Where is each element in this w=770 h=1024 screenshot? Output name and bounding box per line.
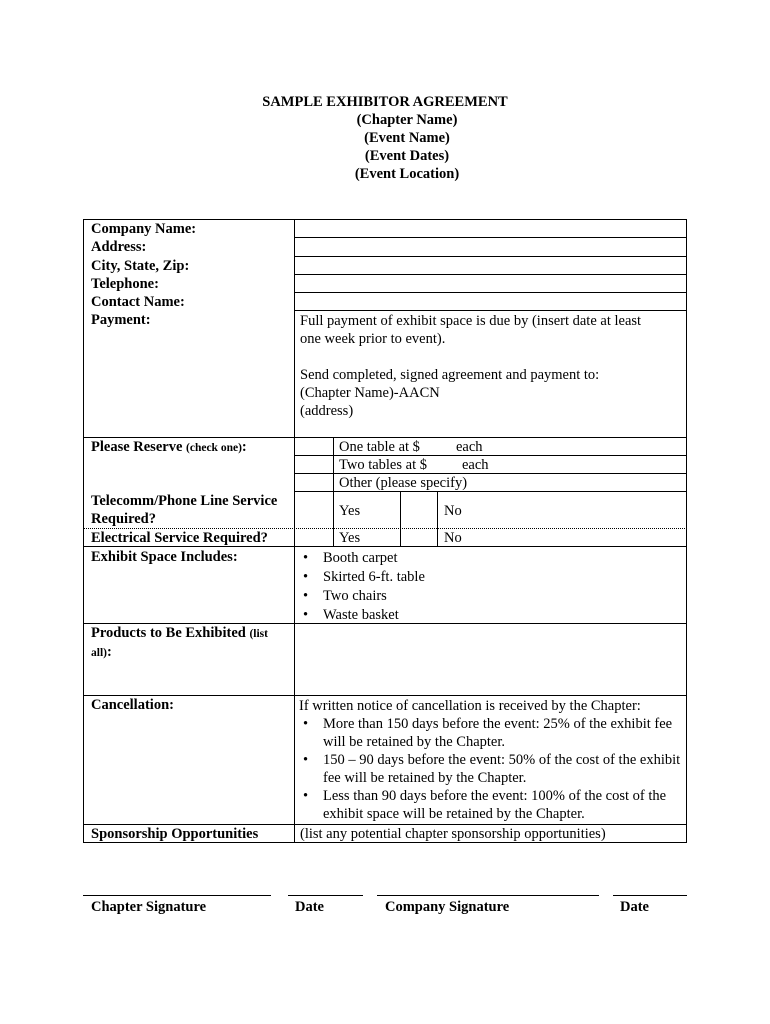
no-checkbox-divider bbox=[437, 491, 438, 546]
contact-name-field[interactable] bbox=[295, 293, 686, 310]
other-checkbox[interactable] bbox=[295, 474, 332, 490]
telecomm-yes-label: Yes bbox=[339, 503, 361, 519]
cancellation-list bbox=[299, 715, 683, 823]
date-line[interactable] bbox=[288, 895, 363, 896]
one-table-checkbox[interactable] bbox=[295, 438, 332, 454]
table-right-border bbox=[686, 219, 687, 842]
payment-text-line1: Full payment of exhibit space is due by (insert date at least bbox=[300, 313, 642, 329]
telecomm-label-line2: Required? bbox=[91, 511, 156, 527]
payment-label: Payment: bbox=[91, 312, 151, 328]
electrical-yes-checkbox[interactable] bbox=[295, 529, 332, 545]
list-item: • 150 – 90 days before the event: 50% of the cost of the exhibit fee will be retained by the Chapter. bbox=[299, 751, 683, 787]
date-label: Date bbox=[295, 899, 324, 915]
telecomm-yes-checkbox[interactable] bbox=[295, 492, 332, 527]
chapter-name-heading: (Chapter Name) bbox=[356, 112, 458, 128]
address-field[interactable] bbox=[295, 238, 686, 255]
sponsorship-value: (list any potential chapter sponsorship opportunities) bbox=[300, 826, 606, 842]
list-item: • More than 150 days before the event: 25% of the exhibit fee will be retained by the Chapter. bbox=[299, 715, 683, 751]
company-name-label: Company Name: bbox=[91, 221, 197, 237]
check-one-note: (check one) bbox=[186, 442, 242, 454]
other-option: Other (please specify) bbox=[339, 475, 468, 491]
chapter-signature-line[interactable] bbox=[83, 895, 271, 896]
city-state-zip-field[interactable] bbox=[295, 257, 686, 274]
list-all-note: (list bbox=[249, 628, 268, 640]
telephone-field[interactable] bbox=[295, 275, 686, 292]
row-divider bbox=[294, 310, 687, 311]
telecomm-no-checkbox[interactable] bbox=[401, 492, 436, 527]
two-tables-checkbox[interactable] bbox=[295, 456, 332, 472]
payment-text-line2: one week prior to event). bbox=[300, 331, 446, 347]
event-dates-heading: (Event Dates) bbox=[364, 148, 450, 164]
colon: : bbox=[241, 439, 247, 455]
cancellation-intro: If written notice of cancellation is received by the Chapter: bbox=[299, 698, 641, 714]
company-signature-label: Company Signature bbox=[385, 899, 510, 915]
chapter-signature-label: Chapter Signature bbox=[91, 899, 207, 915]
company-name-field[interactable] bbox=[295, 220, 686, 237]
list-item: • Skirted 6-ft. table bbox=[299, 568, 425, 587]
please-reserve-label bbox=[91, 438, 247, 457]
two-tables-each: each bbox=[462, 457, 489, 473]
electrical-no-label: No bbox=[444, 530, 462, 546]
event-location-heading: (Event Location) bbox=[354, 166, 460, 182]
products-field[interactable] bbox=[295, 624, 686, 694]
two-tables-option: Two tables at $ bbox=[339, 457, 427, 473]
list-item: • Less than 90 days before the event: 100% of the cost of the exhibit space will be retained by the Chapter. bbox=[299, 787, 683, 823]
one-table-each: each bbox=[456, 439, 483, 455]
address-label: Address: bbox=[91, 239, 147, 255]
please-reserve-text: Please Reserve bbox=[91, 439, 183, 455]
electrical-yes-label: Yes bbox=[339, 530, 361, 546]
date-line[interactable] bbox=[613, 895, 687, 896]
list-all-note-2: all) bbox=[91, 647, 107, 659]
products-label-line2 bbox=[91, 643, 112, 662]
table-left-border bbox=[83, 219, 84, 842]
electrical-no-checkbox[interactable] bbox=[401, 529, 436, 545]
checkbox-column-divider bbox=[333, 437, 334, 491]
exhibit-space-list bbox=[299, 549, 425, 625]
date-label: Date bbox=[620, 899, 649, 915]
list-item: • Two chairs bbox=[299, 587, 425, 606]
list-item: • Booth carpet bbox=[299, 549, 425, 568]
yes-checkbox-divider bbox=[333, 491, 334, 546]
colon: : bbox=[106, 644, 112, 660]
event-name-heading: (Event Name) bbox=[364, 130, 450, 146]
telecomm-label-line1: Telecomm/Phone Line Service bbox=[91, 493, 278, 509]
cancellation-label: Cancellation: bbox=[91, 697, 174, 713]
payment-text-line3: Send completed, signed agreement and payment to: bbox=[300, 367, 600, 383]
telecomm-no-label: No bbox=[444, 503, 462, 519]
sponsorship-label: Sponsorship Opportunities bbox=[91, 826, 259, 842]
document-title: SAMPLE EXHIBITOR AGREEMENT bbox=[262, 94, 508, 110]
one-table-option: One table at $ bbox=[339, 439, 420, 455]
payment-text-line4: (Chapter Name)-AACN bbox=[300, 385, 440, 401]
company-signature-line[interactable] bbox=[377, 895, 599, 896]
list-item: • Waste basket bbox=[299, 606, 425, 625]
cancellation-terms bbox=[299, 697, 683, 823]
products-label bbox=[91, 624, 268, 643]
payment-text-line5: (address) bbox=[300, 403, 354, 419]
contact-name-label: Contact Name: bbox=[91, 294, 185, 310]
city-state-zip-label: City, State, Zip: bbox=[91, 258, 190, 274]
electrical-label: Electrical Service Required? bbox=[91, 530, 268, 546]
exhibit-space-label: Exhibit Space Includes: bbox=[91, 549, 238, 565]
document-header bbox=[0, 93, 770, 183]
products-text: Products to Be Exhibited bbox=[91, 625, 246, 641]
telephone-label: Telephone: bbox=[91, 276, 159, 292]
